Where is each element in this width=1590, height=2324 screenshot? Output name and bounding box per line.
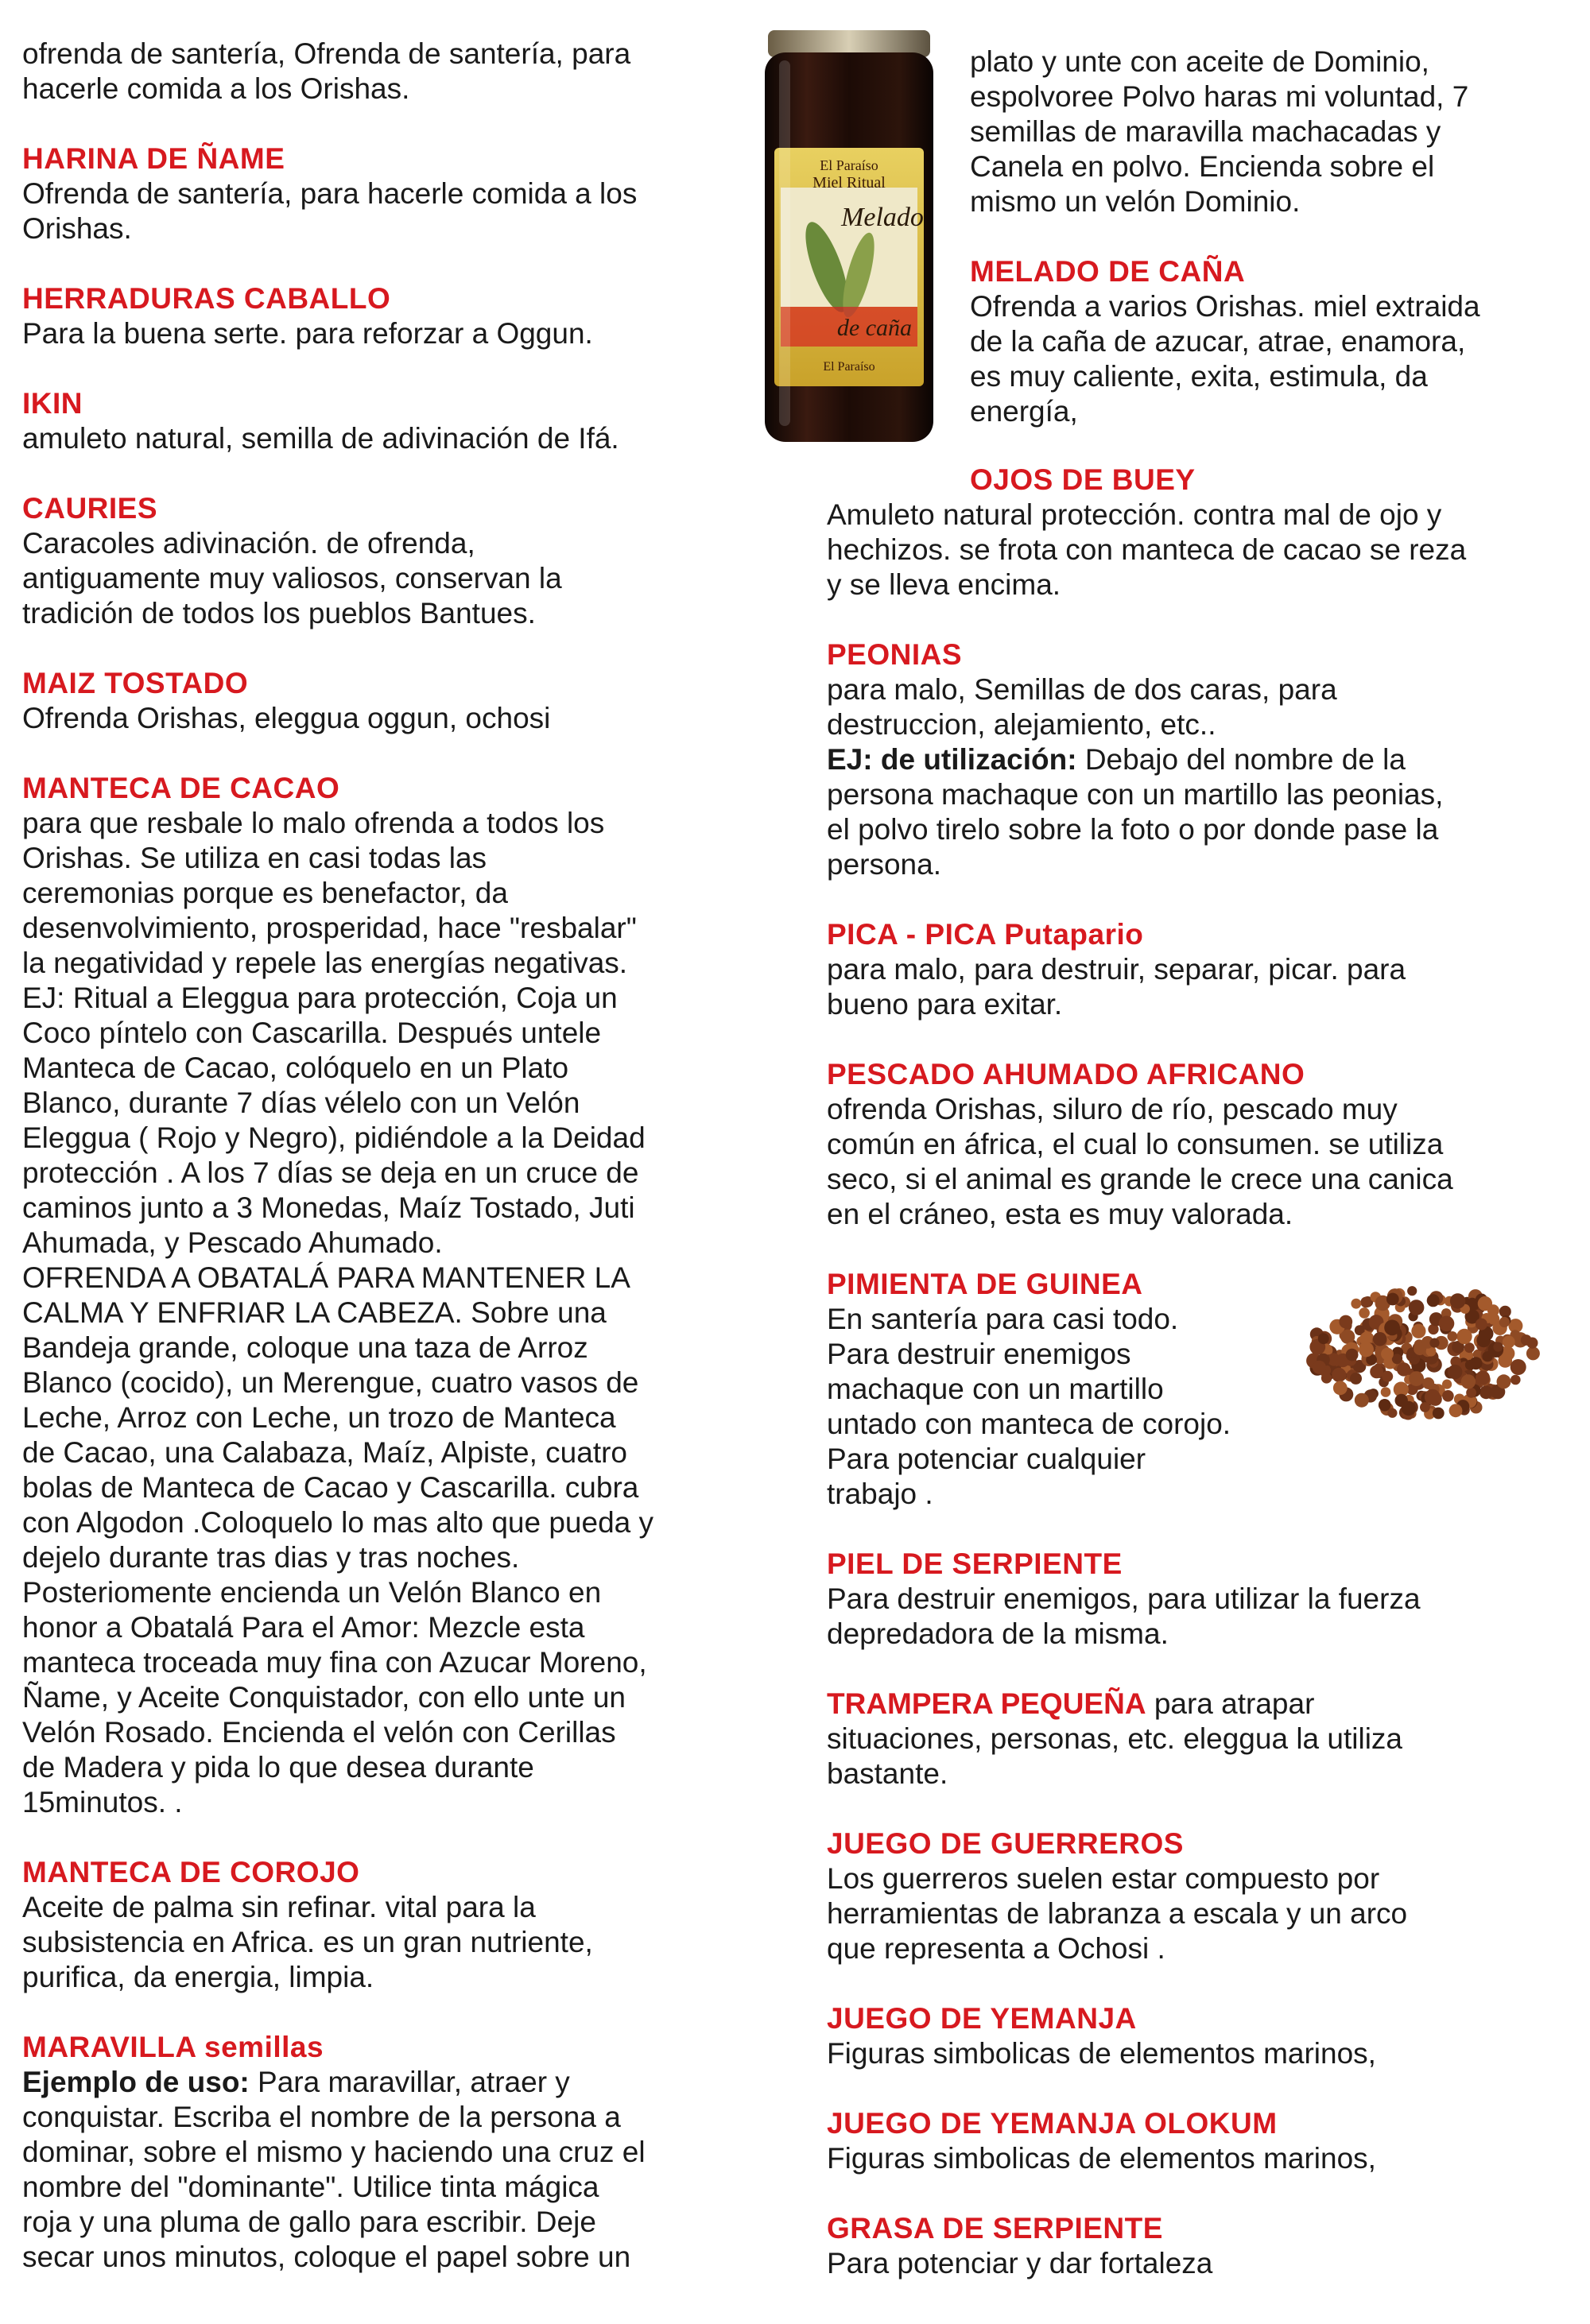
- seed: [1442, 1380, 1452, 1389]
- seed: [1503, 1336, 1515, 1349]
- seed: [1466, 1388, 1476, 1398]
- jar-label-top: El Paraíso: [820, 157, 878, 173]
- seed: [1420, 1402, 1430, 1412]
- entry-inline-text: para atrapar: [1146, 1687, 1315, 1720]
- seed: [1360, 1297, 1371, 1308]
- seed: [1381, 1387, 1391, 1397]
- left-column: [22, 37, 738, 2275]
- seed: [1359, 1342, 1374, 1357]
- seed: [1510, 1375, 1521, 1385]
- seed: [1384, 1320, 1400, 1336]
- seed: [1461, 1374, 1476, 1389]
- entry-body: situaciones, personas, etc. eleggua la utiliza bastante.: [827, 1722, 1402, 1790]
- seed: [1382, 1371, 1393, 1382]
- seed: [1373, 1332, 1387, 1346]
- seed: [1427, 1294, 1440, 1307]
- seed: [1346, 1349, 1359, 1361]
- seed: [1478, 1296, 1492, 1311]
- melado-jar-image: [763, 29, 935, 447]
- entry-title: HARINA DE ÑAME: [22, 142, 285, 175]
- entry-lead: EJ: de utilización:: [827, 743, 1077, 776]
- entry-title: JUEGO DE YEMANJA OLOKUM: [827, 2107, 1278, 2140]
- entry-title: GRASA DE SERPIENTE: [827, 2212, 1163, 2245]
- entry-body: Figuras simbolicas de elementos marinos,: [827, 2142, 1376, 2175]
- jar-label-brand: El Paraíso: [823, 360, 875, 374]
- seed: [1387, 1408, 1397, 1418]
- entry-body: Amuleto natural protección. contra mal de ojo y hechizos. se frota con manteca de cacao se reza y se lleva encima.: [827, 498, 1467, 601]
- entry-title: JUEGO DE YEMANJA: [827, 2002, 1137, 2035]
- entry-body: para malo, para destruir, separar, picar. para bueno para exitar.: [827, 953, 1406, 1021]
- entry-body-text-2: Debajo del nombre de la persona machaque con un martillo las peonias, el polvo tirelo sobre la foto o por donde pase la persona.: [827, 743, 1444, 881]
- seed: [1449, 1404, 1463, 1417]
- entry-lead: Ejemplo de uso:: [22, 2066, 250, 2098]
- entry-body: Ofrenda de santería, para hacerle comida a los Orishas.: [22, 177, 638, 245]
- seed: [1340, 1330, 1355, 1344]
- seed: [1450, 1293, 1465, 1308]
- entry-body: para que resbale lo malo ofrenda a todos los Orishas. Se utiliza en casi todas las ceremonias porque es benefactor, da desenvolvimiento, prosperidad, hace "resbalar" la negatividad y repele las energías negativas. EJ: Ritual a Eleggua para protección, Coja un Coco píntelo con Cascarilla. Después untele Manteca de Cacao, colóquelo en un Plato Blanco, durante 7 días vélelo con un Velón Eleggua ( Rojo y Negro), pidiéndole a la Deidad protección . A los 7 días se deja en un cruce de caminos junto a 3 Monedas, Maíz Tostado, Juti Ahumada, y Pescado Ahumado. OFRENDA A OBATALÁ PARA MANTENER LA CALMA Y ENFRIAR LA CABEZA. Sobre una Bandeja grande, coloque una taza de Arroz Blanco (cocido), un Merengue, cuatro vasos de Leche, Arroz con Leche, un trozo de Manteca de Cacao, una Calabaza, Maíz, Alpiste, cuatro bolas de Manteca de Cacao y Cascarilla. cubra con Algodon .Coloquelo lo mas alto que pueda y dejelo durante tras dias y tras noches. Posteriomente encienda un Velón Blanco en honor a Obatalá Para el Amor: Mezcle esta manteca troceada muy fina con Azucar Moreno, Ñame, y Aceite Conquistador, con ello unte un Velón Rosado. Encienda el velón con Cerillas de Madera y pida lo que desea durante 15minutos. .: [22, 807, 654, 1819]
- seed: [1448, 1331, 1458, 1342]
- entry-body: Para destruir enemigos, para utilizar la fuerza depredadora de la misma.: [827, 1582, 1421, 1650]
- entry-body-text: Para maravillar, atraer y conquistar. Escriba el nombre de la persona a dominar, sobre el mismo y haciendo una cruz el nombre del "dominante". Utilice tinta mágica roja y una pluma de gallo para escribir. Deje secar unos minutos, coloque el papel sobre un: [22, 2066, 646, 2273]
- seed: [1313, 1361, 1326, 1374]
- entry-body: ofrenda Orishas, siluro de río, pescado muy común en áfrica, el cual lo consumen. se utiliza seco, si el animal es grande le crece una canica en el cráneo, esta es muy valorada.: [827, 1093, 1453, 1230]
- entry-body: Para potenciar y dar fortaleza: [827, 2247, 1213, 2279]
- intro-text: ofrenda de santería, Ofrenda de santería, para hacerle comida a los Orishas.: [22, 37, 631, 105]
- entry-body-text: para malo, Semillas de dos caras, para destruccion, alejamiento, etc..: [827, 673, 1337, 741]
- seed: [1439, 1316, 1455, 1332]
- seed: [1497, 1374, 1511, 1389]
- seed: [1379, 1399, 1391, 1412]
- entry-body: Los guerreros suelen estar compuesto por herramientas de labranza a escala y un arco que representa a Ochosi .: [827, 1862, 1408, 1965]
- entry-title: MANTECA DE COROJO: [22, 1856, 360, 1888]
- seed: [1526, 1346, 1540, 1360]
- entry-body: En santería para casi todo. Para destruir enemigos machaque con un martillo untado con manteca de corojo. Para potenciar cualquier trabajo .: [827, 1303, 1231, 1510]
- jar-label-mid: Miel Ritual: [812, 174, 886, 192]
- seed: [1392, 1354, 1402, 1364]
- seed: [1510, 1359, 1526, 1375]
- seed: [1433, 1408, 1445, 1420]
- seed: [1429, 1338, 1439, 1348]
- seed: [1381, 1348, 1394, 1361]
- seed: [1414, 1342, 1426, 1355]
- entry-title: MARAVILLA semillas: [22, 2031, 324, 2063]
- seed: [1333, 1381, 1348, 1395]
- seed: [1350, 1373, 1362, 1385]
- entry-title: PIMIENTA DE GUINEA: [827, 1268, 1143, 1300]
- entry-title: TRAMPERA PEQUEÑA: [827, 1687, 1146, 1720]
- seed: [1370, 1365, 1383, 1379]
- seed: [1465, 1360, 1476, 1370]
- entry-title: HERRADURAS CABALLO: [22, 282, 391, 315]
- seed: [1321, 1373, 1332, 1383]
- seed: [1411, 1324, 1425, 1338]
- seed: [1386, 1293, 1399, 1306]
- entry-title: PIEL DE SERPIENTE: [827, 1547, 1123, 1580]
- seed: [1456, 1329, 1472, 1344]
- entry-body: Ofrenda a varios Orishas. miel extraida de la caña de azucar, atrae, enamora, es muy caliente, exita, estimula, da energía,: [970, 290, 1480, 428]
- entry-body: Figuras simbolicas de elementos marinos,: [827, 2037, 1376, 2070]
- jar-label-bottom: de caña: [836, 315, 913, 341]
- seed: [1476, 1319, 1487, 1330]
- seed: [1464, 1342, 1475, 1353]
- entry-title: MANTECA DE CACAO: [22, 772, 340, 804]
- entry-title: PESCADO AHUMADO AFRICANO: [827, 1058, 1305, 1090]
- seed: [1493, 1342, 1503, 1352]
- entry-title: MELADO DE CAÑA: [970, 255, 1246, 288]
- seed: [1476, 1371, 1490, 1385]
- seed: [1476, 1334, 1491, 1348]
- entry-title: MAIZ TOSTADO: [22, 667, 249, 699]
- entry-body: Caracoles adivinación. de ofrenda, antiguamente muy valiosos, conservan la tradición de todos los pueblos Bantues.: [22, 527, 562, 629]
- right-intro-text: plato y unte con aceite de Dominio, espolvoree Polvo haras mi voluntad, 7 semillas de maravilla machacadas y Canela en polvo. Encienda sobre el mismo un velón Dominio.: [970, 45, 1469, 218]
- entry-body: Aceite de palma sin refinar. vital para la subsistencia en Africa. es un gran nutriente, purifica, da energia, limpia.: [22, 1891, 593, 1993]
- entry-body: [827, 672, 1558, 882]
- entry-title: IKIN: [22, 387, 83, 420]
- entry-title: CAURIES: [22, 492, 158, 525]
- seed: [1409, 1371, 1424, 1386]
- jar-label-main: Melado: [841, 203, 924, 232]
- seed: [1339, 1315, 1352, 1329]
- seed: [1442, 1390, 1454, 1402]
- seed: [1448, 1365, 1462, 1379]
- right-top-block: [970, 45, 1558, 429]
- entry-body: Ofrenda Orishas, eleggua oggun, ochosi: [22, 702, 551, 734]
- entry-body: Para la buena serte. para reforzar a Oggun.: [22, 317, 593, 350]
- seed: [1407, 1286, 1417, 1296]
- seed: [1526, 1338, 1538, 1349]
- entry-body: [22, 2065, 738, 2275]
- seed: [1499, 1317, 1510, 1327]
- seed: [1351, 1299, 1361, 1309]
- seed: [1318, 1333, 1329, 1344]
- seed: [1332, 1368, 1346, 1382]
- entry-trampera: [827, 1687, 1558, 1722]
- entry-title: PICA - PICA Putapario: [827, 918, 1144, 951]
- seed: [1359, 1307, 1370, 1319]
- entry-title: OJOS DE BUEY: [970, 463, 1196, 496]
- seed: [1409, 1300, 1425, 1315]
- seed: [1402, 1401, 1416, 1416]
- guinea-pepper-seeds-image: [1304, 1269, 1542, 1435]
- entry-title: PEONIAS: [827, 638, 963, 671]
- entry-title: JUEGO DE GUERREROS: [827, 1827, 1184, 1860]
- seed: [1482, 1351, 1492, 1361]
- seed: [1355, 1393, 1369, 1408]
- entry-body: amuleto natural, semilla de adivinación de Ifá.: [22, 422, 619, 455]
